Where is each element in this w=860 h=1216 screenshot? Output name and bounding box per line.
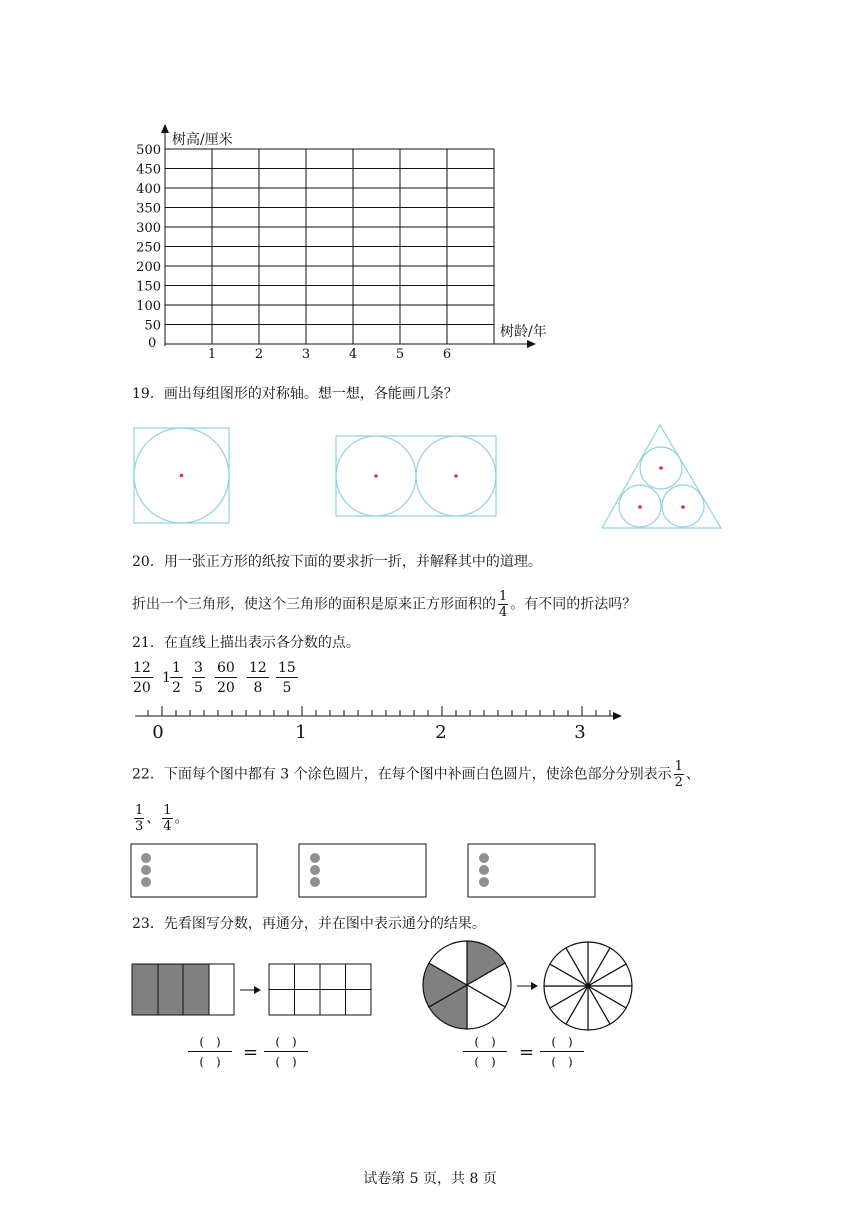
x-tick-label: 6	[442, 347, 452, 362]
answer-fraction-2[interactable]: ( ) ( )	[264, 1036, 308, 1068]
number-line-arrow	[613, 712, 622, 720]
task-text-after: 。有不同的折法吗？	[510, 596, 637, 613]
period: 。	[174, 810, 189, 827]
fraction-15-5: $\frac{15}{5}$	[278, 660, 296, 696]
y-axis-arrow	[161, 124, 169, 133]
fraction-1-2: $\frac{1}{2}$	[172, 660, 181, 696]
fraction-one-quarter: $\frac{1}{4}$	[499, 589, 508, 620]
answer-fraction-4[interactable]: ( ) ( )	[540, 1036, 584, 1068]
axis-label-3: 3	[574, 722, 586, 743]
question-20-task	[132, 590, 636, 619]
shaded-disc	[310, 853, 320, 863]
answer-fraction-3[interactable]: ( ) ( )	[463, 1036, 507, 1068]
question-21: 21．在直线上描出表示各分数的点。	[132, 635, 360, 651]
question-22	[132, 760, 700, 789]
origin-label: 0	[148, 336, 157, 351]
x-axis-label: 树龄/年	[500, 324, 547, 340]
separator: 、	[685, 766, 700, 783]
fraction-12-8: $\frac{12}{8}$	[249, 660, 267, 696]
number-line	[130, 700, 630, 745]
shaded-disc	[310, 877, 320, 887]
shaded-disc	[141, 865, 151, 875]
center-dot	[374, 474, 378, 478]
page-footer: 试卷第 5 页，共 8 页	[363, 1171, 497, 1187]
circle-fraction-original	[423, 941, 511, 1029]
y-tick-label: 150	[136, 279, 161, 295]
equals-sign: =	[243, 1042, 259, 1063]
disc-boxes[interactable]	[128, 840, 603, 902]
center-dot	[454, 474, 458, 478]
x-tick-label: 3	[301, 347, 311, 362]
y-tick-label: 200	[136, 260, 161, 275]
shaded-disc	[479, 877, 489, 887]
x-tick-label: 4	[348, 347, 358, 362]
y-tick-label: 350	[136, 201, 161, 217]
fraction-3-5: $\frac{3}{5}$	[194, 660, 203, 696]
fraction-one-third: $\frac{1}{3}$	[135, 803, 144, 834]
question-19: 19．画出每组图形的对称轴。想一想，各能画几条？	[132, 386, 458, 402]
y-tick-label: 50	[144, 318, 161, 334]
arrow-head	[531, 982, 538, 990]
task-text-before: 折出一个三角形，使这个三角形的面积是原来正方形面积的	[132, 596, 496, 613]
y-tick-label: 500	[136, 143, 161, 158]
shaded-disc	[141, 877, 151, 887]
separator: 、	[146, 810, 161, 827]
shaded-disc	[310, 865, 320, 875]
question-23: 23．先看图写分数，再通分，并在图中表示通分的结果。	[132, 916, 486, 932]
fraction-one-quarter-q22: $\frac{1}{4}$	[163, 803, 172, 834]
y-tick-label: 250	[136, 240, 161, 256]
shaded-disc	[141, 853, 151, 863]
center-dot	[180, 474, 184, 478]
question-22-text: 22．下面每个图中都有 3 个涂色圆片，在每个图中补画白色圆片，使涂色部分分别表示	[132, 766, 672, 783]
y-tick-label: 100	[136, 299, 161, 314]
tree-height-grid-chart	[130, 120, 570, 370]
y-tick-label: 400	[136, 182, 161, 197]
center-dot	[681, 505, 685, 509]
axis-label-0: 0	[152, 722, 164, 743]
rect-fraction-original	[132, 964, 234, 1015]
axis-label-2: 2	[435, 722, 447, 743]
y-tick-label: 450	[136, 162, 161, 178]
axis-label-1: 1	[295, 722, 307, 743]
question-22-line2	[132, 804, 189, 833]
answer-fraction-1[interactable]: ( ) ( )	[188, 1036, 232, 1068]
fraction-one-half: $\frac{1}{2}$	[674, 759, 683, 790]
question-20: 20．用一张正方形的纸按下面的要求折一折，并解释其中的道理。	[132, 554, 542, 570]
y-axis-label: 树高/厘米	[172, 132, 233, 148]
fraction-12-20: $\frac{12}{20}$	[133, 660, 151, 696]
symmetry-figures	[128, 420, 728, 535]
equals-sign: =	[519, 1042, 535, 1063]
x-tick-label: 2	[254, 347, 264, 362]
fraction-diagrams	[128, 935, 638, 1035]
center-dot	[659, 466, 663, 470]
mixed-number-whole: 1	[162, 670, 171, 686]
x-tick-label: 5	[395, 347, 405, 362]
y-tick-label: 300	[136, 221, 161, 236]
grid-lines	[165, 149, 494, 344]
fraction-60-20: $\frac{60}{20}$	[217, 660, 235, 696]
circle-12-sectors	[544, 942, 632, 1030]
center-dot	[638, 505, 642, 509]
shaded-disc	[479, 853, 489, 863]
rect-grid-target	[269, 964, 371, 1015]
x-tick-label: 1	[207, 347, 217, 362]
arrow-head	[254, 986, 261, 994]
shaded-disc	[479, 865, 489, 875]
x-axis-arrow	[527, 340, 536, 348]
